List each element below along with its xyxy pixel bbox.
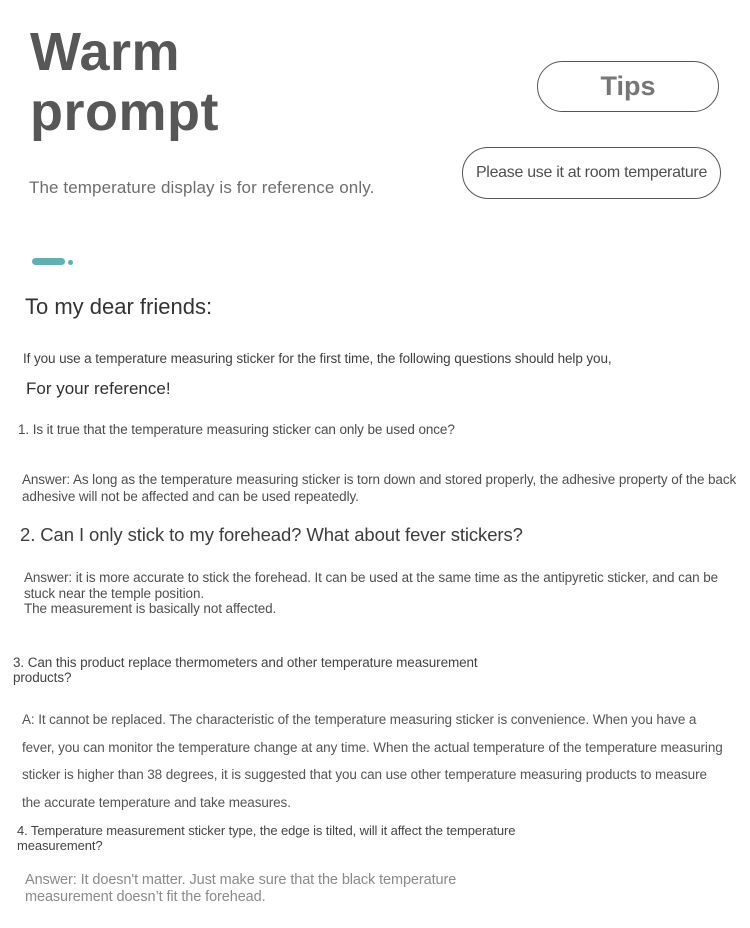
room-temperature-badge-label: Please use it at room temperature (475, 164, 708, 181)
room-temperature-badge (462, 147, 721, 199)
faq-answer-1: Answer: As long as the temperature measuring sticker is torn down and stored properly, the adhesive property of the back adhesive will not be affected and can be used repeatedly. (22, 472, 737, 504)
tips-badge (537, 61, 719, 112)
faq-question-4: 4. Temperature measurement sticker type, the edge is tilted, will it affect the temperature measurement? (17, 823, 516, 853)
page-title: Warm prompt (30, 22, 219, 142)
intro-text: If you use a temperature measuring sticker for the first time, the following questions should help you, (23, 351, 612, 366)
tips-badge-label: Tips (600, 71, 656, 101)
faq-question-3: 3. Can this product replace thermometers and other temperature measurement products? (13, 655, 478, 685)
faq-answer-3: A: It cannot be replaced. The characteristic of the temperature measuring sticker is convenience. When you have a fever, you can monitor the temperature change at any time. When the actual temperature of the temperature measuring sticker is higher than 38 degrees, it is suggested that you can use other temperature measuring products to measure the accurate temperature and take measures. (22, 712, 723, 810)
reference-note: For your reference! (26, 379, 171, 398)
faq-answer-4: Answer: It doesn't matter. Just make sure that the black temperature measurement doesn’t fit the forehead. (25, 872, 457, 905)
page-subtitle: The temperature display is for reference only. (29, 178, 375, 197)
faq-question-2: 2. Can I only stick to my forehead? What about fever stickers? (20, 524, 523, 545)
faq-question-1: 1. Is it true that the temperature measuring sticker can only be used once? (18, 422, 455, 437)
accent-dot-icon (68, 260, 73, 265)
greeting-heading: To my dear friends: (25, 294, 213, 319)
faq-answer-2-note: The measurement is basically not affected. (24, 601, 277, 616)
accent-dash-icon (32, 258, 65, 265)
faq-answer-2: Answer: it is more accurate to stick the forehead. It can be used at the same time as the antipyretic sticker, and can be stuck near the temple position. (24, 570, 719, 601)
